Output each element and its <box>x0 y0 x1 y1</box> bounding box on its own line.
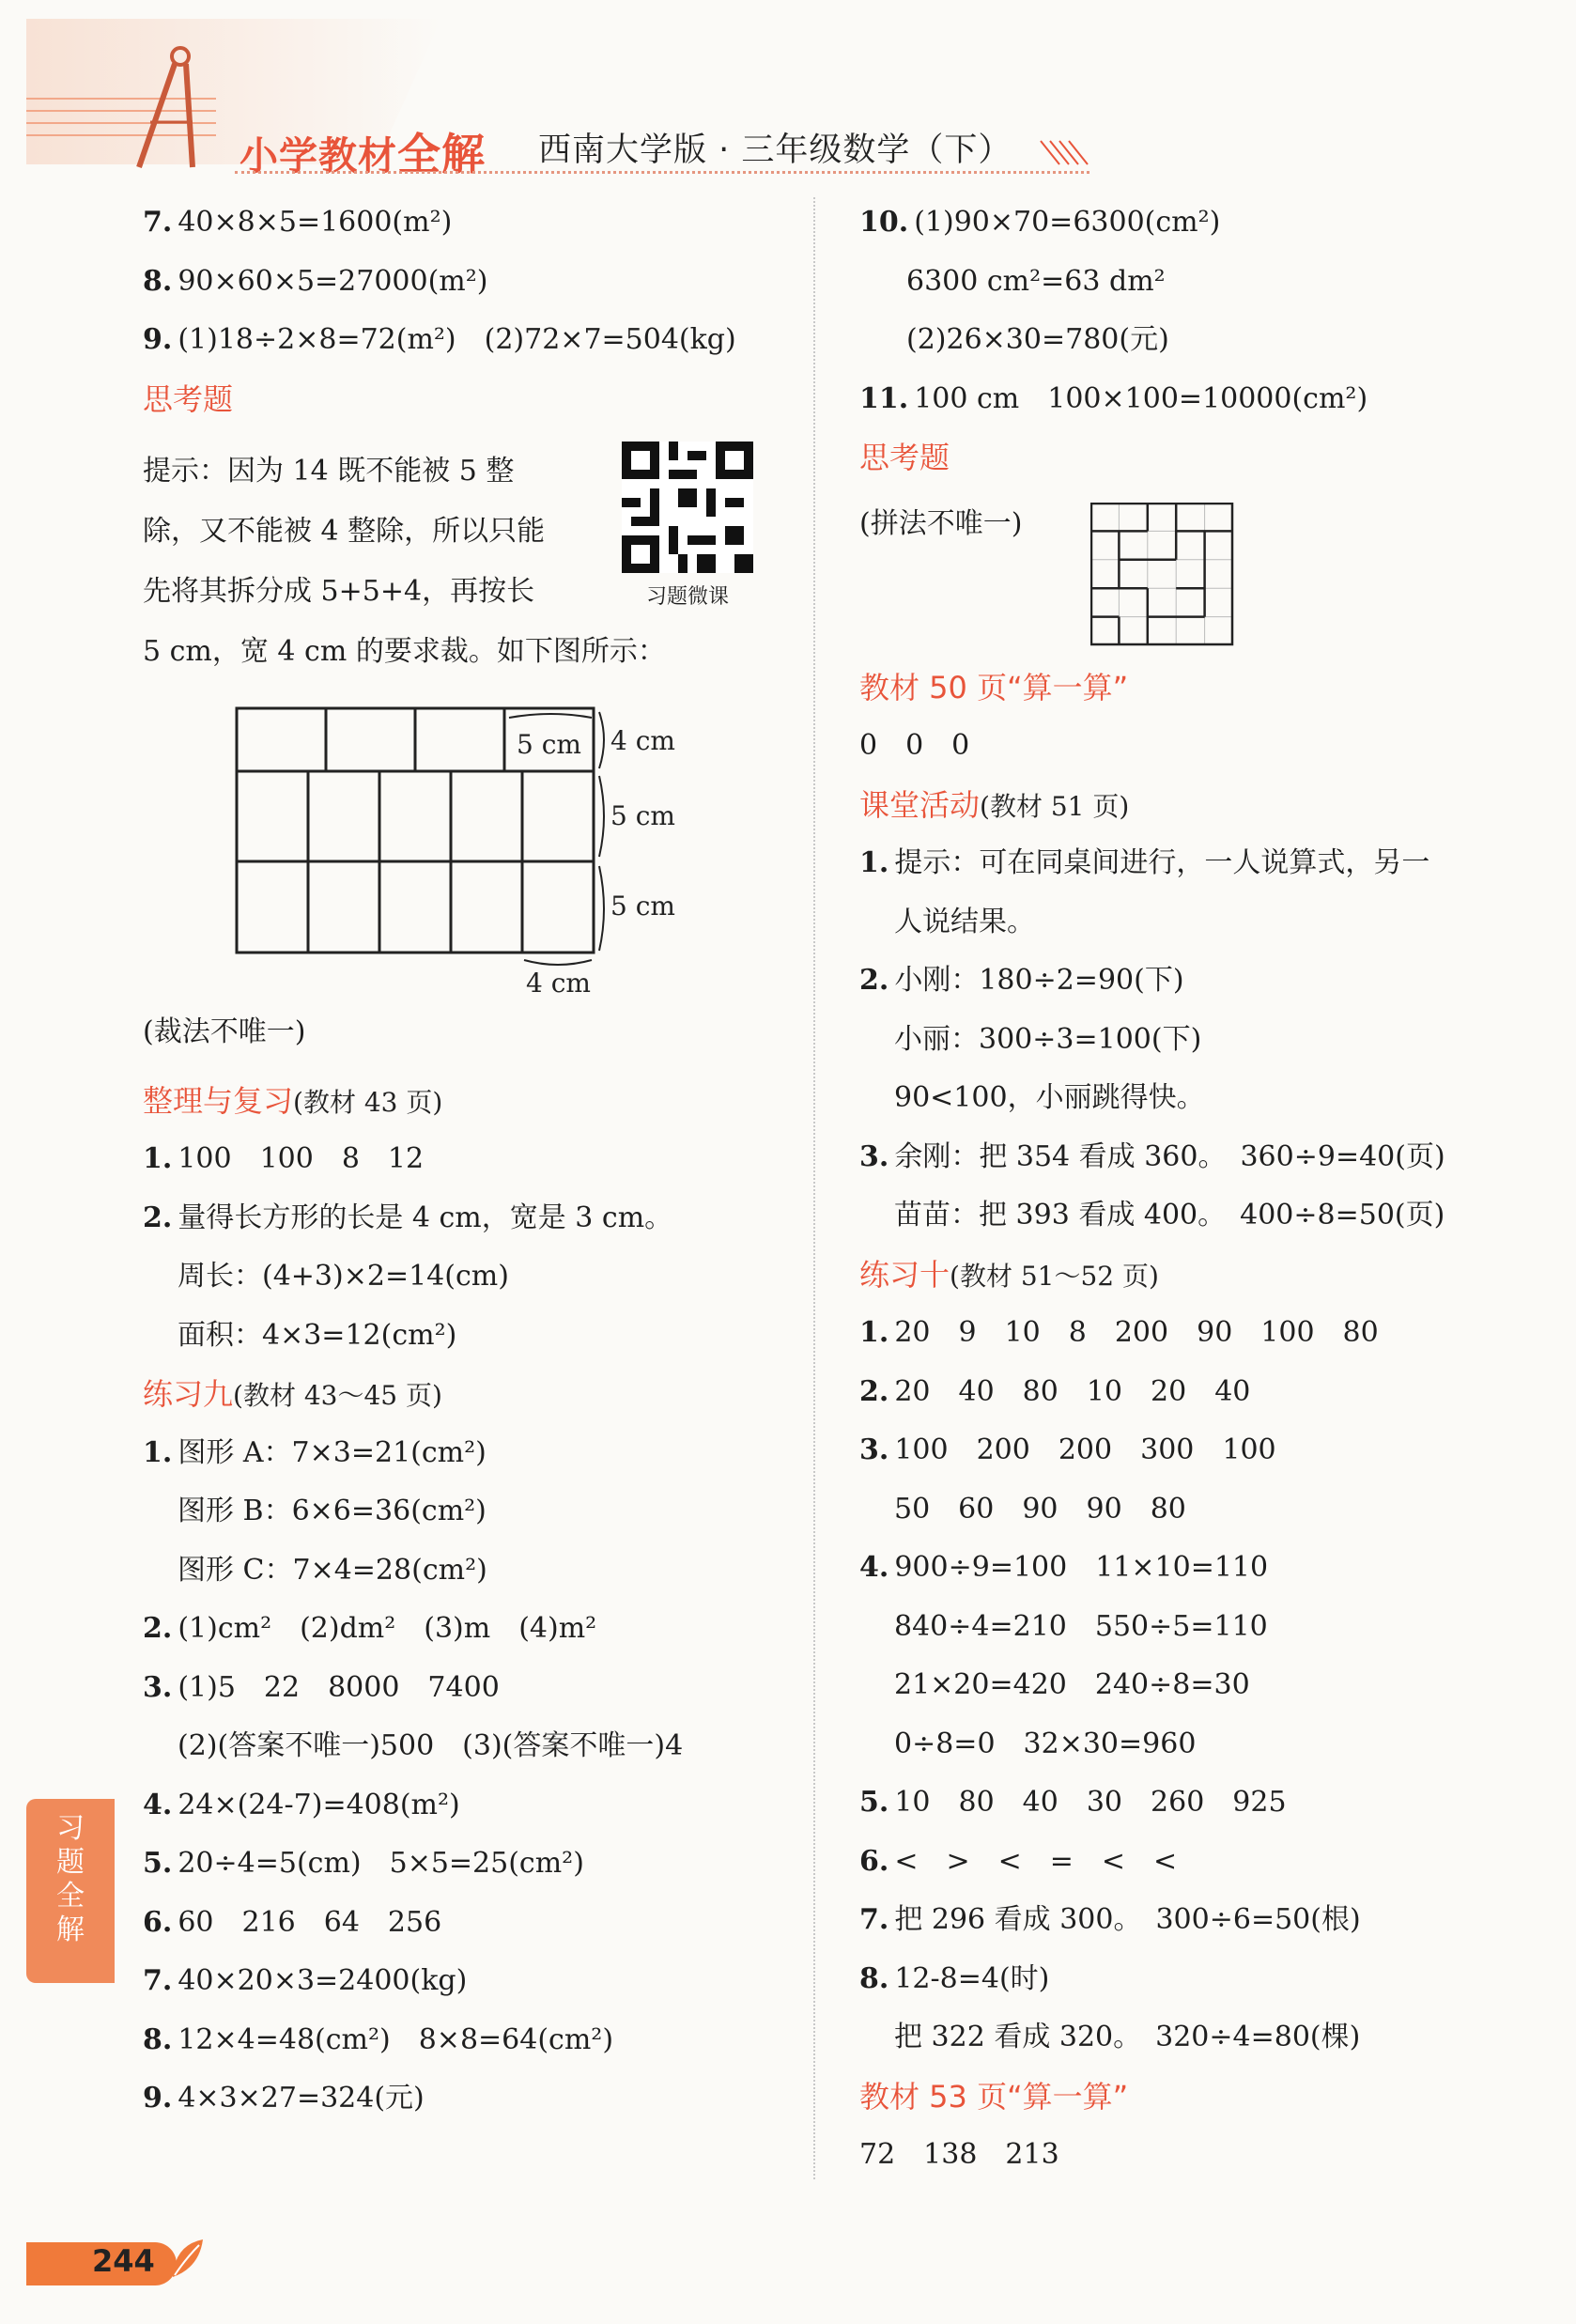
ex10-4d: 0÷8=0 32×30=960 <box>894 1727 1197 1760</box>
right-column <box>859 194 1517 2185</box>
ex9-2: 2. (1)cm² (2)dm² (3)m (4)m² <box>143 1612 597 1645</box>
ex9-1: 1. 图形 A：7×3=21(cm²) <box>143 1435 487 1469</box>
activity-2c: 90<100，小丽跳得快。 <box>894 1081 1205 1114</box>
ex9-4: 4. 24×(24-7)=408(m²) <box>143 1788 460 1821</box>
section-heading-thinking-right: 思考题 <box>859 440 950 475</box>
ex10-2: 2. 20 40 80 10 20 40 <box>859 1374 1251 1408</box>
activity-1: 1. 提示：可在同桌间进行，一人说算式，另一 <box>859 846 1430 879</box>
book-title: 西南大学版 · 三年级数学（下） <box>538 132 1012 169</box>
activity-2b: 小丽：300÷3=100(下) <box>894 1022 1202 1056</box>
qr-code[interactable] <box>617 442 758 610</box>
leaf-icon <box>167 2236 209 2283</box>
section-calc-page-50: 教材 50 页“算一算” <box>859 669 1129 705</box>
cutting-diagram <box>143 689 744 999</box>
brand-title: 小学教材全解 <box>239 129 486 179</box>
ex10-1: 1. 20 9 10 8 200 90 100 80 <box>859 1316 1379 1349</box>
qr-code-icon <box>622 442 753 573</box>
activity-1b: 人说结果。 <box>894 905 1035 938</box>
note-tiling-not-unique: (拼法不唯一) <box>859 506 1023 540</box>
dim-label-5cm-mid: 5 cm <box>610 800 675 831</box>
ex9-5: 5. 20÷4=5(cm) 5×5=25(cm²) <box>143 1847 584 1880</box>
activity-2: 2. 小刚：180÷2=90(下) <box>859 964 1184 997</box>
ex9-3b: (2)(答案不唯一)500 (3)(答案不唯一)4 <box>178 1729 684 1762</box>
ex10-3: 3. 100 200 200 300 100 <box>859 1433 1276 1466</box>
section-exercise-9: 练习九(教材 43～45 页) <box>143 1376 442 1412</box>
left-column <box>143 194 800 2129</box>
ex10-5: 5. 10 80 40 30 260 925 <box>859 1786 1287 1819</box>
note-not-unique: (裁法不唯一) <box>143 1015 306 1048</box>
answer-10b: 6300 cm²=63 dm² <box>906 264 1166 298</box>
review-2: 2. 量得长方形的长是 4 cm，宽是 3 cm。 <box>143 1201 673 1234</box>
tiling-block <box>859 495 1517 645</box>
ex9-9: 9. 4×3×27=324(元) <box>143 2082 425 2115</box>
ex10-6: 6. < > < = < < <box>859 1844 1178 1878</box>
header-rule <box>235 171 1089 174</box>
answer-9: 9. (1)18÷2×8=72(m²) (2)72×7=504(kg) <box>143 323 736 356</box>
ex10-3b: 50 60 90 90 80 <box>894 1492 1186 1526</box>
answer-11: 11. 100 cm 100×100=10000(cm²) <box>859 381 1368 415</box>
qr-label: 习题微课 <box>645 585 729 609</box>
ex9-6: 6. 60 216 64 256 <box>143 1905 442 1939</box>
dim-label-4cm-bottom: 4 cm <box>526 968 591 999</box>
ex10-8: 8. 12-8=4(时) <box>859 1961 1050 1995</box>
column-divider <box>813 197 815 2179</box>
review-2-perimeter: 周长：(4+3)×2=14(cm) <box>178 1260 509 1293</box>
calc-50-answers: 0 0 0 <box>859 729 970 762</box>
side-tab-exercises: 习 题 全 解 <box>26 1799 115 1983</box>
calc-53-answers: 72 138 213 <box>859 2138 1059 2171</box>
ex9-3: 3. (1)5 22 8000 7400 <box>143 1670 500 1704</box>
review-2-area: 面积：4×3=12(cm²) <box>178 1318 457 1352</box>
page-number: 244 <box>92 2243 155 2279</box>
ex10-4b: 840÷4=210 550÷5=110 <box>894 1609 1268 1643</box>
ex9-1c: 图形 C：7×4=28(cm²) <box>178 1553 487 1587</box>
answer-10c: (2)26×30=780(元) <box>906 323 1169 356</box>
tiling-diagram <box>1090 503 1235 647</box>
ex10-4: 4. 900÷9=100 11×10=110 <box>859 1551 1269 1584</box>
ex10-7: 7. 把 296 看成 300。 300÷6=50(根) <box>859 1903 1361 1936</box>
answer-7: 7. 40×8×5=1600(m²) <box>143 206 453 239</box>
review-1: 1. 100 100 8 12 <box>143 1142 425 1175</box>
section-exercise-10: 练习十(教材 51～52 页) <box>859 1256 1159 1293</box>
dim-label-4cm-right: 4 cm <box>610 725 675 756</box>
dim-label-5cm-bottom: 5 cm <box>610 891 675 922</box>
activity-3: 3. 余刚：把 354 看成 360。 360÷9=40(页) <box>859 1139 1445 1173</box>
section-class-activity: 课堂活动(教材 51 页) <box>859 786 1130 823</box>
ex10-4c: 21×20=420 240÷8=30 <box>894 1668 1250 1701</box>
section-review: 整理与复习(教材 43 页) <box>143 1082 443 1119</box>
answer-8: 8. 90×60×5=27000(m²) <box>143 264 488 298</box>
section-calc-page-53: 教材 53 页“算一算” <box>859 2078 1129 2115</box>
answer-10: 10. (1)90×70=6300(cm²) <box>859 206 1221 239</box>
activity-3b: 苗苗：把 393 看成 400。 400÷8=50(页) <box>894 1199 1445 1232</box>
ex10-8b: 把 322 看成 320。 320÷4=80(棵) <box>894 2021 1361 2053</box>
ex9-8: 8. 12×4=48(cm²) 8×8=64(cm²) <box>143 2022 614 2056</box>
hint-block: 提示：因为 14 既不能被 5 整 除，又不能被 4 整除，所以只能 先将其拆分成 5+5+4，再按长 5 cm，宽 4 cm 的要求裁。如下图所示： 习题微课 <box>143 442 800 682</box>
ex9-1b: 图形 B：6×6=36(cm²) <box>178 1495 487 1527</box>
section-heading-thinking: 思考题 <box>143 380 234 417</box>
dim-label-5cm-top: 5 cm <box>517 729 581 760</box>
ex9-7: 7. 40×20×3=2400(kg) <box>143 1964 468 1997</box>
